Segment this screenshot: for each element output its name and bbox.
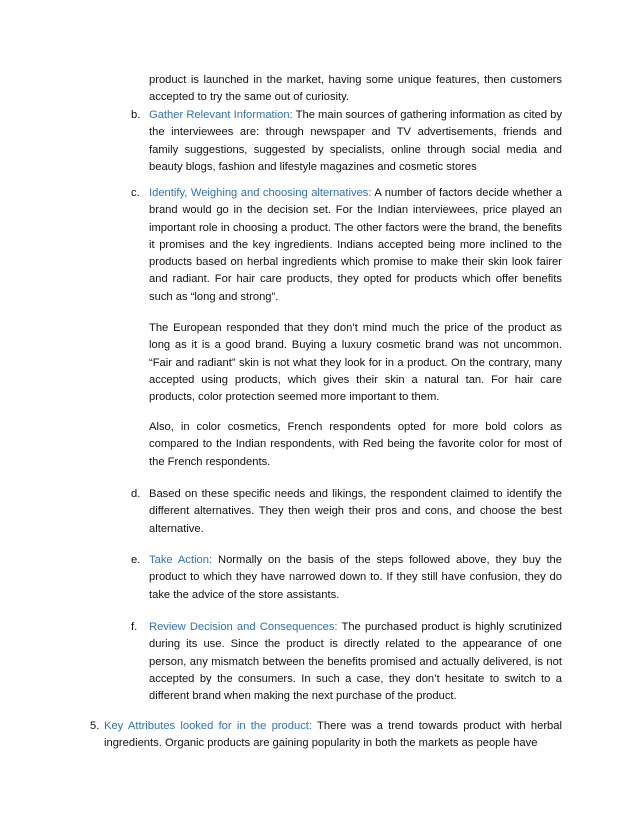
continuation-paragraph bbox=[149, 72, 562, 107]
list-item-gather-information bbox=[149, 107, 562, 176]
section-5-marker: 5. bbox=[90, 720, 100, 732]
list-marker-d: d. bbox=[131, 488, 141, 500]
list-marker-b: b. bbox=[131, 109, 141, 121]
list-marker-e: e. bbox=[131, 554, 141, 566]
list-marker-c: c. bbox=[131, 187, 140, 199]
paragraph-european bbox=[149, 320, 562, 406]
list-marker-f: f. bbox=[131, 621, 138, 633]
list-item-review-decision bbox=[149, 619, 562, 705]
color-cosmetics-text: Also, in color cosmetics, French respondents opted for more bold colors as compared to the Indian respondents, with Red being the favorite color for most of the French respondents. bbox=[149, 421, 562, 468]
heading-take-action: Take Action: bbox=[149, 554, 213, 566]
body-take-action: Normally on the basis of the steps followed above, they buy the product to which they have narrowed down to. If they still have confusion, they do take the advice of the store assistants. bbox=[149, 554, 562, 601]
paragraph-color-cosmetics bbox=[149, 419, 562, 471]
european-text: The European responded that they don’t mind much the price of the product as long as it is a good brand. Buying a luxury cosmetic brand was not uncommon. “Fair and radiant” skin is not what they look for in a product. On the contrary, many accepted using products, which gives their skin a natural tan. For hair care products, color protection seemed more important to them. bbox=[149, 322, 562, 404]
body-identify-needs: Based on these specific needs and likings, the respondent claimed to identify the different alternatives. They then weigh their pros and cons, and choose the best alternative. bbox=[149, 488, 562, 535]
body-key-attributes: There was a trend towards product with herbal ingredients. Organic products are gaining popularity in both the markets as people have bbox=[104, 720, 562, 750]
section-5-key-attributes bbox=[104, 718, 562, 753]
body-identify-alternatives: A number of factors decide whether a brand would go in the decision set. For the Indian interviewees, price played an important role in choosing a product. The other factors were the brand, the benefits it promises and the key ingredients. Indians accepted being more inclined to the products based on herbal ingredients which promise to make their skin look fairer and radiant. For hair care products, they opted for products which offer benefits such as “long and strong”. bbox=[149, 187, 562, 303]
heading-review-decision: Review Decision and Consequences: bbox=[149, 621, 338, 633]
heading-identify-alternatives: Identify, Weighing and choosing alternatives: bbox=[149, 187, 372, 199]
list-item-identify-needs bbox=[149, 486, 562, 538]
body-gather-information: The main sources of gathering information as cited by the interviewees are: through newspaper and TV advertisements, friends and family suggestions, suggested by specialists, online through social media and beauty blogs, fashion and lifestyle magazines and cosmetic stores bbox=[149, 109, 562, 173]
list-item-identify-alternatives bbox=[149, 185, 562, 306]
heading-key-attributes: Key Attributes looked for in the product: bbox=[104, 720, 313, 732]
body-review-decision: The purchased product is highly scrutinized during its use. Since the product is directly related to the appearance of one person, any mismatch between the benefits promised and actually delivered, is not accepted by the consumers. In such a case, they don’t hesitate to switch to a different brand when making the next purchase of the product. bbox=[149, 621, 562, 703]
list-item-take-action bbox=[149, 552, 562, 604]
continuation-text: product is launched in the market, having some unique features, then customers accepted to try the same out of curiosity. bbox=[149, 74, 562, 104]
heading-gather-information: Gather Relevant Information: bbox=[149, 109, 293, 121]
